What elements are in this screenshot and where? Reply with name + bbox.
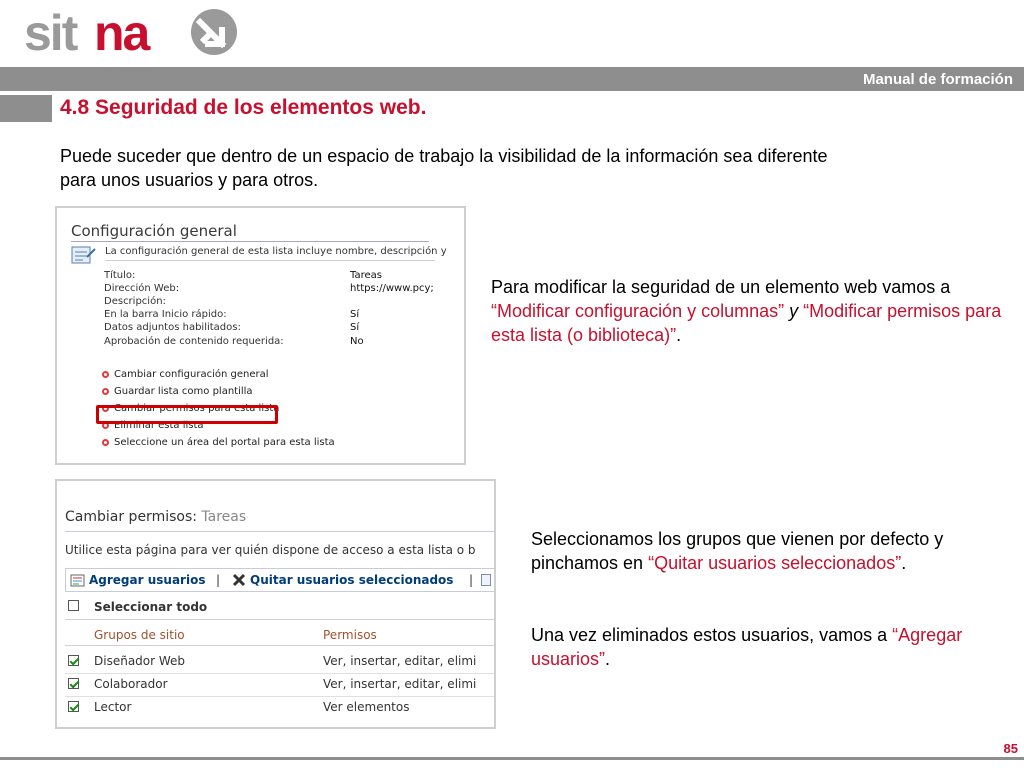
divider: [105, 260, 435, 261]
group-name-contributor[interactable]: Colaborador: [94, 677, 168, 691]
add-users-button[interactable]: Agregar usuarios: [70, 573, 205, 587]
intro-text: Puede suceder que dentro de un espacio de trabajo la visibilidad de la información sea diferente para unos usuarios y para otros.: [60, 146, 828, 190]
select-groups-text: Seleccionamos los grupos que vienen por defecto y pinchamos en “Quitar usuarios seleccionados”.: [531, 529, 944, 573]
link-delete-list[interactable]: Eliminar esta lista: [102, 420, 204, 431]
divider: [65, 645, 496, 646]
list-settings-icon: [71, 245, 97, 265]
remove-selected-users-button[interactable]: Quitar usuarios seleccionados: [232, 573, 453, 587]
divider: [71, 241, 429, 242]
config-screenshot: [55, 206, 466, 465]
link-select-portal-area[interactable]: Seleccione un área del portal para esta lista: [102, 437, 335, 448]
config-title: Configuración general: [71, 222, 237, 240]
field-value-title: Tareas: [350, 270, 382, 281]
section-title: 4.8 Seguridad de los elementos web.: [60, 96, 427, 119]
sitna-logo: [24, 8, 244, 58]
column-header-groups[interactable]: Grupos de sitio: [94, 628, 185, 642]
group-permissions-web-designer: Ver, insertar, editar, elimi: [323, 654, 477, 668]
column-header-permissions[interactable]: Permisos: [323, 628, 377, 642]
add-users-icon: [70, 573, 86, 587]
divider: [65, 619, 496, 620]
field-label-approval: Aprobación de contenido requerida:: [104, 336, 284, 347]
field-value-quick-launch: Sí: [350, 309, 360, 320]
field-label-description: Descripción:: [104, 296, 166, 307]
select-all-checkbox[interactable]: [68, 600, 79, 611]
svg-text:na: na: [94, 8, 149, 58]
row-checkbox-web-designer[interactable]: [68, 655, 79, 666]
link-change-permissions[interactable]: Cambiar permisos para esta lista: [102, 403, 279, 414]
toolbar-next-icon[interactable]: [481, 574, 491, 586]
manual-label: Manual de formación: [862, 71, 1013, 88]
permissions-toolbar: [65, 568, 496, 592]
row-divider: [65, 673, 496, 674]
permissions-description: Utilice esta página para ver quién dispone de acceso a esta lista o b: [65, 543, 476, 557]
select-all-label: Seleccionar todo: [94, 600, 208, 614]
field-label-title: Título:: [104, 270, 136, 281]
row-divider: [65, 696, 496, 697]
field-label-quick-launch: En la barra Inicio rápido:: [104, 309, 227, 320]
field-value-attachments: Sí: [350, 322, 360, 333]
permissions-screenshot: [55, 479, 496, 729]
bullet-icon: [102, 371, 109, 378]
link-save-as-template[interactable]: Guardar lista como plantilla: [102, 386, 253, 397]
toolbar-separator: |: [216, 573, 221, 587]
row-checkbox-reader[interactable]: [68, 701, 79, 712]
remove-icon: [232, 573, 246, 587]
group-name-reader[interactable]: Lector: [94, 700, 132, 714]
section-marker: [0, 95, 52, 122]
group-permissions-contributor: Ver, insertar, editar, elimi: [323, 677, 477, 691]
field-label-attachments: Datos adjuntos habilitados:: [104, 322, 241, 333]
row-checkbox-contributor[interactable]: [68, 678, 79, 689]
page-number: 85: [1003, 741, 1018, 756]
group-permissions-reader: Ver elementos: [323, 700, 410, 714]
add-users-text: Una vez eliminados estos usuarios, vamos a “Agregar usuarios”.: [531, 625, 963, 669]
field-value-approval: No: [350, 336, 364, 347]
config-description: La configuración general de esta lista incluye nombre, descripción y: [105, 246, 447, 257]
group-name-web-designer[interactable]: Diseñador Web: [94, 654, 186, 668]
divider: [65, 531, 495, 532]
modify-security-text: Para modificar la seguridad de un elemento web vamos a “Modificar configuración y columnas” y “Modificar permisos para esta lista (o biblioteca)”.: [491, 277, 1002, 345]
toolbar-separator: |: [469, 573, 474, 587]
bullet-icon: [102, 439, 109, 446]
bullet-icon: [102, 388, 109, 395]
field-value-web-address: https://www.pcy;: [350, 283, 434, 294]
link-change-general-settings[interactable]: Cambiar configuración general: [102, 369, 269, 380]
permissions-title: Cambiar permisos: Tareas: [65, 509, 247, 525]
highlight-box: [96, 405, 278, 424]
field-label-web-address: Dirección Web:: [104, 283, 180, 294]
footer-line: [0, 757, 1024, 760]
svg-text:sit: sit: [24, 8, 77, 58]
